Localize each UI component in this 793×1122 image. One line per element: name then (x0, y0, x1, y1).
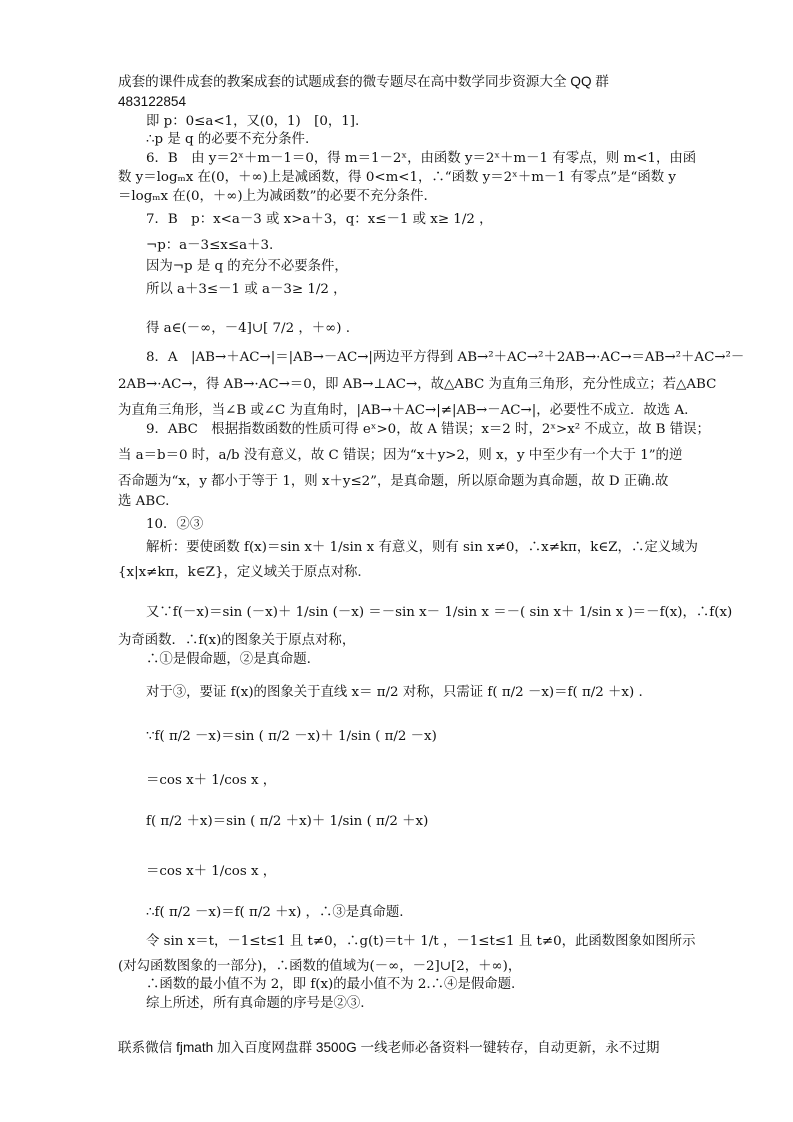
text-line: 对于③，要证 f(x)的图象关于直线 x＝ π/2 对称，只需证 f( π/2 －x)＝f( π/2 ＋x) . (146, 685, 643, 700)
text-line: 为奇函数．∴f(x)的图象关于原点对称， (118, 633, 356, 648)
text-line: 解析：要使函数 f(x)＝sin x＋ 1/sin x 有意义，则有 sin x≠0，∴x≠kπ，k∈Z，∴定义域为 (146, 540, 698, 555)
text-line: 否命题为“x，y 都小于等于 1，则 x＋y≤2”，是真命题，所以原命题为真命题，故 D 正确.故 (118, 474, 669, 489)
text-line: ∴①是假命题，②是真命题. (146, 652, 311, 667)
text-line: ∵f( π/2 －x)＝sin ( π/2 －x)＋ 1/sin ( π/2 －x) (146, 729, 437, 744)
text-line: ＝cos x＋ 1/cos x ， (146, 864, 277, 879)
text-line: 数 y＝logₘx 在(0，＋∞)上是减函数，得 0<m<1，∴“函数 y＝2ˣ＋m－1 有零点”是“函数 y (118, 170, 676, 185)
text-line: 6．B 由 y＝2ˣ＋m－1＝0，得 m＝1－2ˣ，由函数 y＝2ˣ＋m－1 有零点，则 m<1，由函 (146, 151, 697, 166)
text-line: 2AB→·AC→，得 AB→·AC→＝0，即 AB→⊥AC→，故△ABC 为直角三角形，充分性成立；若△ABC (118, 377, 717, 392)
text-line: 10．②③ (146, 517, 204, 532)
text-line: ∴p 是 q 的必要不充分条件. (146, 132, 310, 147)
text-line: 即 p：0≤a<1，又(0，1) [0，1]. (146, 114, 360, 129)
text-line: 8．A |AB→＋AC→|＝|AB→－AC→|两边平方得到 AB→²＋AC→²＋2AB→·AC→＝AB→²＋AC→²－ (146, 350, 745, 365)
text-line: ∴函数的最小值不为 2，即 f(x)的最小值不为 2.∴④是假命题. (146, 977, 516, 992)
text-line: 7．B p：x<a－3 或 x>a＋3，q：x≤－1 或 x≥ 1/2 ， (146, 212, 493, 227)
text-line: f( π/2 ＋x)＝sin ( π/2 ＋x)＋ 1/sin ( π/2 ＋x) (146, 814, 429, 829)
text-line: 又∵f(－x)＝sin (－x)＋ 1/sin (－x) ＝－sin x－ 1/sin x ＝－( sin x＋ 1/sin x )＝－f(x)，∴f(x) (146, 605, 733, 620)
text-line: 令 sin x＝t，－1≤t≤1 且 t≠0，∴g(t)＝t＋ 1/t ，－1≤t≤1 且 t≠0，此函数图象如图所示 (146, 934, 696, 949)
footer-note: 联系微信 fjmath 加入百度网盘群 3500G 一线老师必备资料一键转存，自动更新，永不过期 (118, 1040, 660, 1055)
text-line: 得 a∈(－∞，－4]∪[ 7/2 ，＋∞) . (146, 321, 351, 336)
text-line: ¬p：a－3≤x≤a＋3. (146, 238, 274, 253)
text-line: ＝cos x＋ 1/cos x ， (146, 773, 277, 788)
text-line: ∴f( π/2 －x)＝f( π/2 ＋x) ，∴③是真命题. (146, 905, 404, 920)
header-line-2: 483122854 (118, 94, 187, 109)
text-line: 因为¬p 是 q 的充分不必要条件， (146, 259, 348, 274)
text-line: 综上所述，所有真命题的序号是②③. (146, 996, 365, 1011)
text-line: 选 ABC. (118, 494, 170, 509)
text-line: 所以 a＋3≤－1 或 a－3≥ 1/2 ， (146, 282, 347, 297)
header-line-1: 成套的课件成套的教案成套的试题成套的微专题尽在高中数学同步资源大全 QQ 群 (118, 74, 609, 89)
text-line: 当 a＝b＝0 时，a/b 没有意义，故 C 错误；因为“x＋y>2，则 x，y 中至少有一个大于 1”的逆 (118, 448, 683, 463)
text-line: {x|x≠kπ，k∈Z}，定义域关于原点对称. (118, 565, 362, 580)
text-line: (对勾函数图象的一部分)，∴函数的值域为(－∞，－2]∪[2，＋∞)， (118, 959, 522, 974)
text-line: 9．ABC 根据指数函数的性质可得 eˣ>0，故 A 错误；x＝2 时，2ˣ>x² 不成立，故 B 错误； (146, 422, 710, 437)
text-line: 为直角三角形，当∠B 或∠C 为直角时，|AB→＋AC→|≠|AB→－AC→|，必要性不成立．故选 A. (118, 403, 689, 418)
text-line: ＝logₘx 在(0，＋∞)上为减函数”的必要不充分条件. (118, 189, 428, 204)
